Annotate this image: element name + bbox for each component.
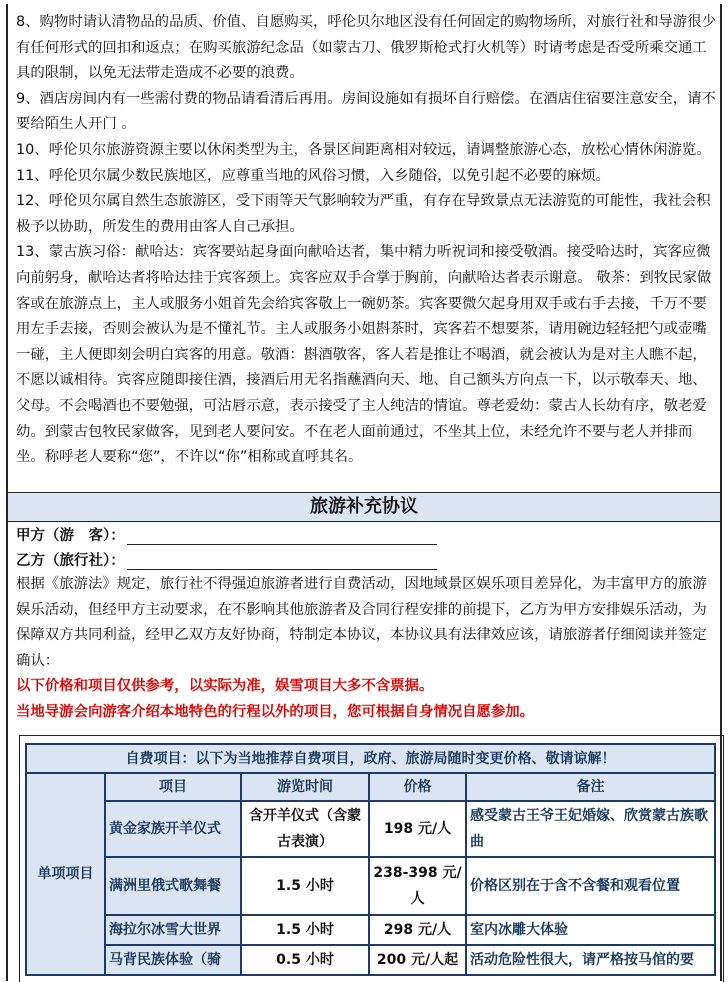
party-b-label: 乙方（旅行社）： [16, 553, 125, 569]
item-price: 198 元/人 [369, 801, 466, 857]
item-note: 价格区别在于含不含餐和观看位置 [466, 857, 715, 915]
travel-notes [16, 10, 716, 471]
party-a-signature-line[interactable] [127, 530, 437, 545]
optional-items-table-frame [19, 735, 724, 982]
note-9: 9、酒店房间内有一些需付费的物品请看清后再用。房间设施如有损坏自行赔偿。在酒店住宿要注意安全，请不要给陌生人开门 。 [16, 90, 716, 133]
agreement-intro: 根据《旅游法》规定，旅行社不得强迫旅游者进行自费活动，因地域景区娱乐项目差异化，为丰富甲方的旅游娱乐活动，但经甲方主动要求，在不影响其他旅游者及合同行程安排的前提下，乙方为甲方安排娱乐活动，为保障双方共同利益，经甲乙双方友好协商，特制定本协议，本协议具有法律效应该，请旅游者仔细阅读并签定确认： [16, 576, 707, 669]
page-frame [6, 4, 722, 981]
item-name: 黄金家族开羊仪式 [105, 801, 241, 857]
group-label: 单项项目 [26, 773, 105, 975]
table-row [26, 857, 715, 915]
table-row [26, 801, 715, 857]
party-b-row [16, 549, 437, 570]
note-8: 8、购物时请认清物品的品质、价值、自愿购买，呼伦贝尔地区没有任何固定的购物场所，对旅行社和导游很少有任何形式的回扣和返点；在购买旅游纪念品（如蒙古刀、俄罗斯枪式打火机等）时请考虑是否受所乘交通工具的限制，以免无法带走造成不必要的浪费。 [16, 14, 716, 82]
item-note: 感受蒙古王爷王妃婚嫁、欣赏蒙古族歌曲 [466, 801, 715, 857]
party-b-signature-line[interactable] [127, 555, 437, 570]
item-time: 1.5 小时 [241, 915, 369, 945]
note-12: 12、呼伦贝尔属自然生态旅游区，受下雨等天气影响较为严重，有存在导致景点无法游览的可能性，我社会积极予以协助，所发生的费用由客人自己承担。 [16, 193, 711, 235]
note-10: 10、呼伦贝尔旅游资源主要以休闲类型为主，各景区间距离相对较远，请调整旅游心态，放松心情休闲游览。 [16, 141, 711, 158]
header-note: 备注 [466, 773, 715, 801]
item-note: 活动危险性很大，请严格按马倌的要 [466, 945, 715, 975]
item-price: 238-398 元/人 [369, 857, 466, 915]
price-warning: 以下价格和项目仅供参考，以实际为准，娱雪项目大多不含票据。 [16, 678, 434, 695]
guide-warning: 当地导游会向游客介绍本地特色的行程以外的项目，您可根据自身情况自愿参加。 [16, 703, 535, 720]
table-caption: 自费项目：以下为当地推荐自费项目，政府、旅游局随时变更价格、敬请谅解！ [26, 744, 715, 773]
table-row [26, 945, 715, 975]
table-row [26, 915, 715, 945]
party-a-label: 甲方（游 客）： [16, 528, 125, 544]
header-time: 游览时间 [241, 773, 369, 801]
header-price: 价格 [369, 773, 466, 801]
item-note: 室内冰雕大体验 [466, 915, 715, 945]
agreement-title: 旅游补充协议 [8, 492, 720, 522]
item-time: 含开羊仪式（含蒙古表演） [241, 801, 369, 857]
item-price: 298 元/人 [369, 915, 466, 945]
note-11: 11、呼伦贝尔属少数民族地区，应尊重当地的风俗习惯，入乡随俗，以免引起不必要的麻烦。 [16, 167, 610, 184]
party-a-row [16, 524, 437, 545]
item-price: 200 元/人起 [369, 945, 466, 975]
item-name: 满洲里俄式歌舞餐 [105, 857, 241, 915]
item-time: 0.5 小时 [241, 945, 369, 975]
note-13: 13、蒙古族习俗：献哈达：宾客要站起身面向献哈达者，集中精力听祝词和接受敬酒。接受哈达时，宾客应微向前躬身，献哈达者将哈达挂于宾客颈上。宾客应双手合掌于胸前，向献哈达者表示谢意。 敬茶：到牧民家做客或在旅游点上，主人或服务小姐首先会给宾客敬上一碗奶茶。宾客要微欠起身用双手或右手去接，千万不要用左手去接，否则会被认为是不懂礼节。主人或服务小姐斟茶时，宾客若不想要茶，请用碗边轻轻把勺或壶嘴一碰，主人便即刻会明白宾客的用意。敬酒：斟酒敬客，客人若是推让不喝酒，就会被认为是对主人瞧不起，不愿以诚相待。宾客应随即接住酒，接酒后用无名指蘸酒向天、地、自己额头方向点一下，以示敬奉天、地、父母。不会喝酒也不要勉强，可沾唇示意，表示接受了主人纯洁的情谊。尊老爱幼：蒙古人长幼有序，敬老爱幼。到蒙古包牧民家做客，见到老人要问安。不在老人面前通过，不坐其上位，未经允许不要与老人并排而坐。称呼老人要称“您”，不许以“你”相称或直呼其名。 [16, 244, 712, 466]
agreement-body [16, 572, 716, 726]
item-time: 1.5 小时 [241, 857, 369, 915]
item-name: 马背民族体验（骑 [105, 945, 241, 975]
header-item: 项目 [105, 773, 241, 801]
item-name: 海拉尔冰雪大世界 [105, 915, 241, 945]
optional-items-table [25, 743, 716, 976]
